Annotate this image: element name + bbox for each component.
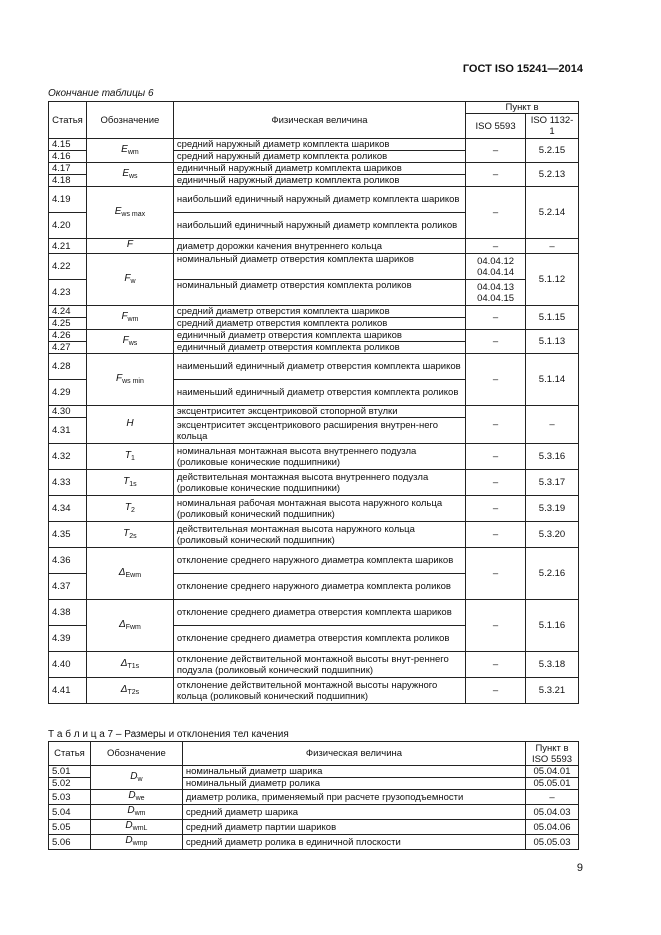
article-cell: 4.16 (49, 151, 87, 163)
iso1132-cell: 5.2.16 (526, 548, 579, 600)
quantity-cell: эксцентриситет эксцентрикового расширения внутрен-него кольца (173, 418, 465, 444)
header-quantity: Физическая величина (182, 742, 525, 766)
quantity-cell: средний наружный диаметр комплекта шариков (173, 139, 465, 151)
quantity-cell: отклонение среднего диаметра отверстия комплекта роликов (173, 626, 465, 652)
quantity-cell: наибольший единичный наружный диаметр комплекта шариков (173, 187, 465, 213)
article-cell: 4.30 (49, 406, 87, 418)
iso5593-cell: – (466, 600, 526, 652)
iso5593-cell: – (466, 444, 526, 470)
article-cell: 5.06 (49, 835, 91, 850)
symbol-cell: $\Delta_{Ewm}$ (86, 548, 173, 600)
quantity-cell: номинальный диаметр отверстия комплекта шариков (173, 254, 465, 280)
iso5593-cell: – (466, 163, 526, 187)
table6-caption: Окончание таблицы 6 (48, 88, 154, 99)
header-clause: Пункт в ISO 5593 (526, 742, 579, 766)
article-cell: 4.27 (49, 342, 87, 354)
iso5593-cell: – (466, 306, 526, 330)
article-cell: 5.02 (49, 778, 91, 790)
symbol-cell: $F_w$ (86, 254, 173, 306)
quantity-cell: единичный диаметр отверстия комплекта шариков (173, 330, 465, 342)
symbol-cell: $F_{wm}$ (86, 306, 173, 330)
header-symbol: Обозначение (86, 102, 173, 139)
article-cell: 4.39 (49, 626, 87, 652)
iso5593-cell: – (466, 678, 526, 704)
quantity-cell: средний диаметр шарика (182, 805, 525, 820)
article-cell: 4.29 (49, 380, 87, 406)
iso1132-cell: 5.1.16 (526, 600, 579, 652)
iso1132-cell: 5.1.13 (526, 330, 579, 354)
article-cell: 5.01 (49, 766, 91, 778)
clause-cell: 05.04.01 (526, 766, 579, 778)
page-number: 9 (576, 862, 583, 874)
article-cell: 4.25 (49, 318, 87, 330)
iso5593-cell: – (466, 354, 526, 406)
article-cell: 4.37 (49, 574, 87, 600)
article-cell: 4.32 (49, 444, 87, 470)
article-cell: 4.26 (49, 330, 87, 342)
quantity-cell: единичный диаметр отверстия комплекта роликов (173, 342, 465, 354)
quantity-cell: диаметр дорожки качения внутреннего кольца (173, 239, 465, 254)
quantity-cell: средний диаметр отверстия комплекта роликов (173, 318, 465, 330)
symbol-cell: $T_{1s}$ (86, 470, 173, 496)
quantity-cell: отклонение среднего наружного диаметра комплекта роликов (173, 574, 465, 600)
symbol-cell: $\Delta_{T2s}$ (86, 678, 173, 704)
symbol-cell: $D_{wm}$ (90, 805, 182, 820)
quantity-cell: действительная монтажная высота наружного кольца (роликовый конический подшипник) (173, 522, 465, 548)
iso1132-cell: 5.2.15 (526, 139, 579, 163)
iso1132-cell: – (526, 406, 579, 444)
symbol-cell: $T_2$ (86, 496, 173, 522)
iso5593-cell: – (466, 239, 526, 254)
quantity-cell: номинальная монтажная высота внутреннего подузла (роликовые конические подшипники) (173, 444, 465, 470)
iso1132-cell: 5.2.13 (526, 163, 579, 187)
article-cell: 4.20 (49, 213, 87, 239)
article-cell: 4.38 (49, 600, 87, 626)
iso5593-cell: – (466, 470, 526, 496)
table7-caption: Т а б л и ц а 7 – Размеры и отклонения тел качения (48, 729, 289, 740)
symbol-cell: $T_1$ (86, 444, 173, 470)
symbol-cell: $F_{ws min}$ (86, 354, 173, 406)
article-cell: 4.34 (49, 496, 87, 522)
iso5593-cell: 04.04.12 04.04.14 (466, 254, 526, 280)
article-cell: 4.24 (49, 306, 87, 318)
iso1132-cell: 5.2.14 (526, 187, 579, 239)
article-cell: 4.33 (49, 470, 87, 496)
symbol-cell: $T_{2s}$ (86, 522, 173, 548)
iso5593-cell: 04.04.13 04.04.15 (466, 280, 526, 306)
iso5593-cell: – (466, 187, 526, 239)
quantity-cell: номинальная рабочая монтажная высота наружного кольца (роликовый конический подшипник) (173, 496, 465, 522)
iso1132-cell: 5.3.19 (526, 496, 579, 522)
symbol-cell: $\Delta_{Fwm}$ (86, 600, 173, 652)
article-cell: 4.23 (49, 280, 87, 306)
iso5593-cell: – (466, 406, 526, 444)
quantity-cell: средний наружный диаметр комплекта роликов (173, 151, 465, 163)
quantity-cell: единичный наружный диаметр комплекта роликов (173, 175, 465, 187)
symbol-cell: $E_{ws max}$ (86, 187, 173, 239)
quantity-cell: средний диаметр ролика в единичной плоскости (182, 835, 525, 850)
table-6 (48, 101, 579, 704)
quantity-cell: наименьший единичный диаметр отверстия комплекта шариков (173, 354, 465, 380)
symbol-cell: $\Delta_{T1s}$ (86, 652, 173, 678)
article-cell: 4.17 (49, 163, 87, 175)
article-cell: 4.21 (49, 239, 87, 254)
table-7 (48, 741, 579, 850)
symbol-cell: H (86, 406, 173, 444)
iso1132-cell: 5.1.14 (526, 354, 579, 406)
header-article: Статья (49, 102, 87, 139)
iso1132-cell: 5.1.15 (526, 306, 579, 330)
article-cell: 4.19 (49, 187, 87, 213)
iso5593-cell: – (466, 548, 526, 600)
iso5593-cell: – (466, 139, 526, 163)
symbol-cell: $D_w$ (90, 766, 182, 790)
article-cell: 5.03 (49, 790, 91, 805)
quantity-cell: отклонение действительной монтажной высоты наружного кольца (роликовый конический подшипник) (173, 678, 465, 704)
article-cell: 4.15 (49, 139, 87, 151)
header-iso1132: ISO 1132-1 (526, 114, 579, 139)
clause-cell: – (526, 790, 579, 805)
quantity-cell: отклонение действительной монтажной высоты внут-реннего подузла (роликовый конический подшипник) (173, 652, 465, 678)
header-article: Статья (49, 742, 91, 766)
quantity-cell: номинальный диаметр ролика (182, 778, 525, 790)
header-iso5593: ISO 5593 (466, 114, 526, 139)
iso1132-cell: – (526, 239, 579, 254)
quantity-cell: наименьший единичный диаметр отверстия комплекта роликов (173, 380, 465, 406)
document-header: ГОСТ ISO 15241—2014 (462, 63, 583, 75)
quantity-cell: действительная монтажная высота внутреннего подузла (роликовые конические подшипники) (173, 470, 465, 496)
quantity-cell: средний диаметр партии шариков (182, 820, 525, 835)
iso5593-cell: – (466, 522, 526, 548)
article-cell: 4.28 (49, 354, 87, 380)
symbol-cell: $D_{wmp}$ (90, 835, 182, 850)
quantity-cell: номинальный диаметр отверстия комплекта роликов (173, 280, 465, 306)
iso1132-cell: 5.1.12 (526, 254, 579, 306)
iso1132-cell: 5.3.18 (526, 652, 579, 678)
clause-cell: 05.04.06 (526, 820, 579, 835)
symbol-cell: F (86, 239, 173, 254)
clause-cell: 05.05.01 (526, 778, 579, 790)
clause-cell: 05.04.03 (526, 805, 579, 820)
article-cell: 4.40 (49, 652, 87, 678)
symbol-cell: $F_{ws}$ (86, 330, 173, 354)
article-cell: 5.04 (49, 805, 91, 820)
article-cell: 4.36 (49, 548, 87, 574)
header-clause: Пункт в (466, 102, 579, 114)
article-cell: 5.05 (49, 820, 91, 835)
iso1132-cell: 5.3.16 (526, 444, 579, 470)
symbol-cell: $E_{ws}$ (86, 163, 173, 187)
iso1132-cell: 5.3.20 (526, 522, 579, 548)
article-cell: 4.22 (49, 254, 87, 280)
clause-cell: 05.05.03 (526, 835, 579, 850)
article-cell: 4.18 (49, 175, 87, 187)
article-cell: 4.31 (49, 418, 87, 444)
header-quantity: Физическая величина (173, 102, 465, 139)
iso1132-cell: 5.3.17 (526, 470, 579, 496)
article-cell: 4.41 (49, 678, 87, 704)
quantity-cell: средний диаметр отверстия комплекта шариков (173, 306, 465, 318)
iso5593-cell: – (466, 652, 526, 678)
quantity-cell: эксцентриситет эксцентриковой стопорной втулки (173, 406, 465, 418)
header-symbol: Обозначение (90, 742, 182, 766)
article-cell: 4.35 (49, 522, 87, 548)
symbol-cell: $D_{wmL}$ (90, 820, 182, 835)
quantity-cell: отклонение среднего диаметра отверстия комплекта шариков (173, 600, 465, 626)
iso5593-cell: – (466, 496, 526, 522)
quantity-cell: номинальный диаметр шарика (182, 766, 525, 778)
iso1132-cell: 5.3.21 (526, 678, 579, 704)
quantity-cell: единичный наружный диаметр комплекта шариков (173, 163, 465, 175)
symbol-cell: $E_{wm}$ (86, 139, 173, 163)
iso5593-cell: – (466, 330, 526, 354)
quantity-cell: отклонение среднего наружного диаметра комплекта шариков (173, 548, 465, 574)
quantity-cell: диаметр ролика, применяемый при расчете грузоподъемности (182, 790, 525, 805)
quantity-cell: наибольший единичный наружный диаметр комплекта роликов (173, 213, 465, 239)
symbol-cell: $D_{we}$ (90, 790, 182, 805)
